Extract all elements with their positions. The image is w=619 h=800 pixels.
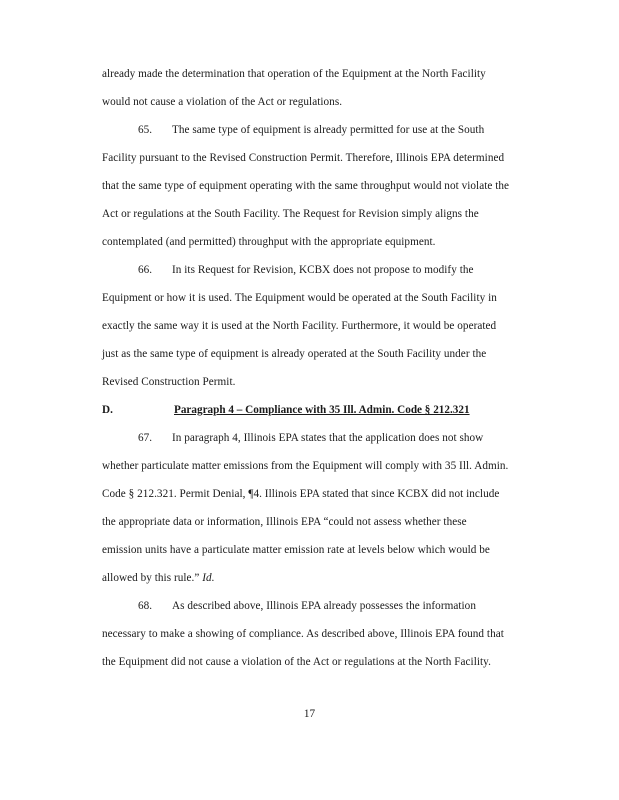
body-text: As described above, Illinois EPA already possesses the information [172, 600, 476, 612]
section-heading: Paragraph 4 – Compliance with 35 Ill. Admin. Code § 212.321 [174, 404, 470, 416]
body-line: just as the same type of equipment is already operated at the South Facility under the [102, 348, 487, 360]
body-line: Equipment or how it is used. The Equipment would be operated at the South Facility in [102, 292, 497, 304]
body-line: Revised Construction Permit. [102, 376, 236, 388]
body-line: Code § 212.321. Permit Denial, ¶4. Illinois EPA stated that since KCBX did not include [102, 488, 500, 500]
body-text: The same type of equipment is already permitted for use at the South [172, 124, 485, 136]
body-line: the appropriate data or information, Illinois EPA “could not assess whether these [102, 516, 467, 528]
body-line: contemplated (and permitted) throughput with the appropriate equipment. [102, 236, 436, 248]
paragraph-number: 66. [138, 264, 153, 276]
body-text: allowed by this rule.” [102, 572, 200, 584]
paragraph-65-start [138, 124, 484, 136]
body-text: In its Request for Revision, KCBX does not propose to modify the [172, 264, 474, 276]
paragraph-68-start [138, 600, 476, 612]
page-number: 17 [303, 708, 316, 720]
paragraph-number: 67. [138, 432, 153, 444]
body-line: whether particulate matter emissions from the Equipment will comply with 35 Ill. Admin. [102, 460, 509, 472]
body-line: Act or regulations at the South Facility. The Request for Revision simply aligns the [102, 208, 479, 220]
body-line: already made the determination that operation of the Equipment at the North Facility [102, 68, 486, 80]
paragraph-number: 68. [138, 600, 153, 612]
body-line: emission units have a particulate matter emission rate at levels below which would be [102, 544, 490, 556]
paragraph-67-start [138, 432, 483, 444]
body-line: would not cause a violation of the Act or regulations. [102, 96, 343, 108]
body-text: In paragraph 4, Illinois EPA states that the application does not show [172, 432, 484, 444]
paragraph-number: 65. [138, 124, 153, 136]
body-line-with-citation [102, 572, 215, 584]
body-line: exactly the same way it is used at the North Facility. Furthermore, it would be operated [102, 320, 497, 332]
body-line: that the same type of equipment operating with the same throughput would not violate the [102, 180, 510, 192]
body-line: necessary to make a showing of compliance. As described above, Illinois EPA found that [102, 628, 504, 640]
citation: Id. [202, 572, 215, 584]
section-letter: D. [102, 404, 113, 416]
paragraph-66-start [138, 264, 474, 276]
body-line: Facility pursuant to the Revised Construction Permit. Therefore, Illinois EPA determined [102, 152, 505, 164]
body-line: the Equipment did not cause a violation of the Act or regulations at the North Facility. [102, 656, 491, 668]
